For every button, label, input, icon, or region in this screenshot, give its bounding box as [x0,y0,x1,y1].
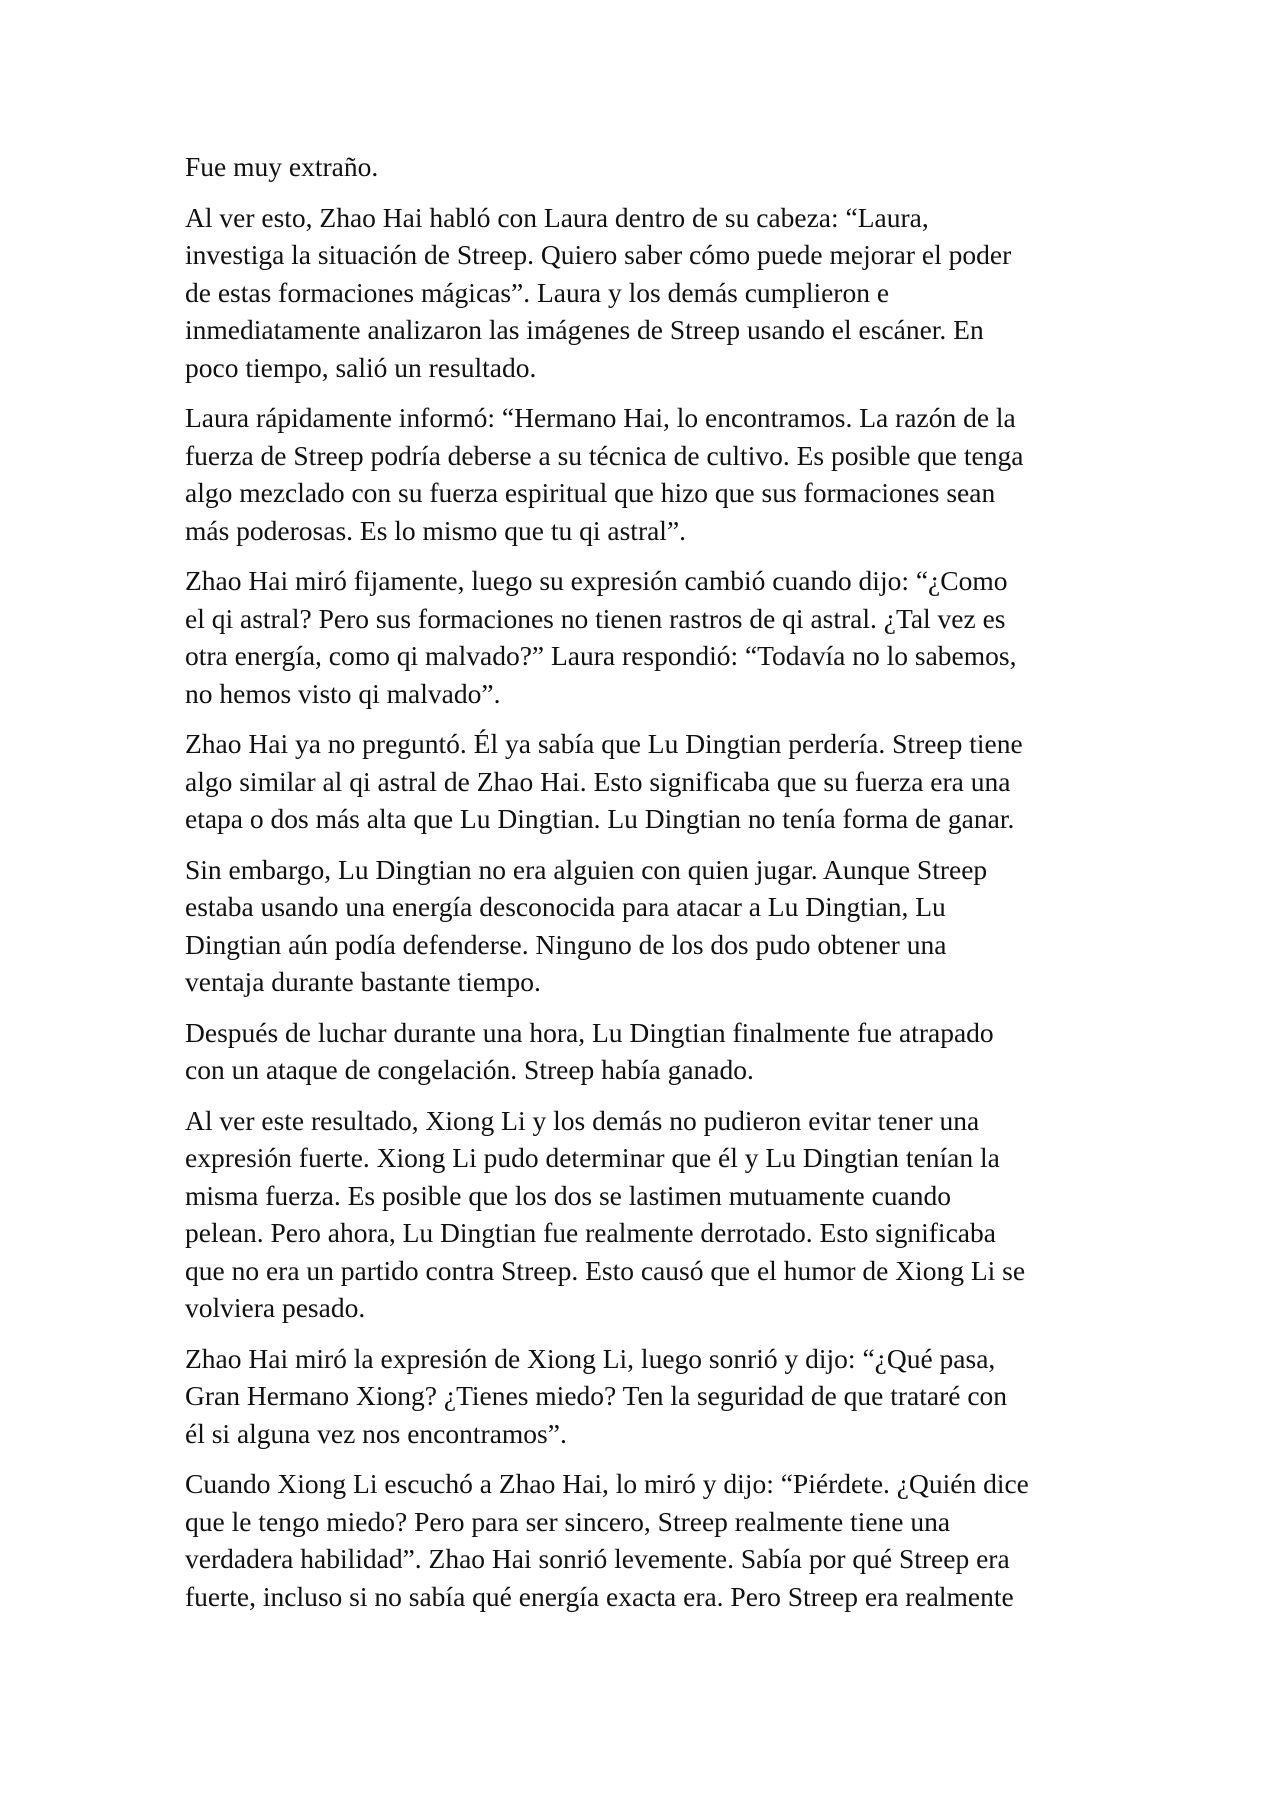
paragraph [185,1465,1125,1615]
text-line: algo mezclado con su fuerza espiritual que hizo que sus formaciones sean [185,477,996,508]
paragraph [185,725,1125,838]
text-line: Fue muy extraño. [185,151,379,182]
paragraph [185,148,1125,186]
text-line: pelean. Pero ahora, Lu Dingtian fue realmente derrotado. Esto significaba [185,1217,996,1248]
paragraph [185,1014,1125,1089]
text-line: más poderosas. Es lo mismo que tu qi astral”. [185,514,687,546]
text-line: Sin embargo, Lu Dingtian no era alguien con quien jugar. Aunque Streep [185,853,988,885]
text-line: Al ver este resultado, Xiong Li y los demás no pudieron evitar tener una [185,1104,980,1136]
text-line: él si alguna vez nos encontramos”. [185,1417,567,1449]
text-line: fuerza de Streep podría deberse a su técnica de cultivo. Es posible que tenga [185,439,1024,471]
text-line: con un ataque de congelación. Streep había ganado. [185,1054,754,1085]
paragraph [185,199,1125,387]
text-line: expresión fuerte. Xiong Li pudo determinar que él y Lu Dingtian tenían la [185,1142,1000,1173]
text-line: investiga la situación de Streep. Quiero saber cómo puede mejorar el poder [185,239,1012,270]
text-line: que le tengo miedo? Pero para ser sincero, Streep realmente tiene una [185,1505,951,1537]
text-line: de estas formaciones mágicas”. Laura y los demás cumplieron e [185,276,890,308]
text-line: Zhao Hai miró fijamente, luego su expresión cambió cuando dijo: “¿Como [185,565,1008,596]
text-line: que no era un partido contra Streep. Esto causó que el humor de Xiong Li se [185,1254,1026,1286]
text-line: Zhao Hai ya no preguntó. Él ya sabía que Lu Dingtian perdería. Streep tiene [185,728,1023,759]
paragraph [185,1102,1125,1327]
paragraph [185,562,1125,712]
text-line: el qi astral? Pero sus formaciones no tienen rastros de qi astral. ¿Tal vez es [185,602,1006,634]
text-line: misma fuerza. Es posible que los dos se lastimen mutuamente cuando [185,1179,951,1211]
text-line: algo similar al qi astral de Zhao Hai. Esto significaba que su fuerza era una [185,765,1011,797]
text-line: Zhao Hai miró la expresión de Xiong Li, luego sonrió y dijo: “¿Qué pasa, [185,1342,996,1374]
text-line: Cuando Xiong Li escuchó a Zhao Hai, lo miró y dijo: “Piérdete. ¿Quién dice [185,1468,1029,1499]
paragraph [185,851,1125,1001]
text-line: Después de luchar durante una hora, Lu Dingtian finalmente fue atrapado [185,1016,994,1048]
text-line: Dingtian aún podía defenderse. Ninguno de los dos pudo obtener una [185,928,947,960]
text-line: Al ver esto, Zhao Hai habló con Laura dentro de su cabeza: “Laura, [185,201,929,233]
text-line: ventaja durante bastante tiempo. [185,966,541,997]
text-line: estaba usando una energía desconocida para atacar a Lu Dingtian, Lu [185,891,946,922]
paragraph [185,399,1125,549]
text-line: Gran Hermano Xiong? ¿Tienes miedo? Ten la seguridad de que trataré con [185,1380,1008,1411]
text-line: Laura rápidamente informó: “Hermano Hai, lo encontramos. La razón de la [185,402,1016,433]
text-line: etapa o dos más alta que Lu Dingtian. Lu Dingtian no tenía forma de ganar. [185,803,1015,834]
paragraph [185,1340,1125,1453]
document-body [185,148,1125,1628]
text-line: inmediatamente analizaron las imágenes de Streep usando el escáner. En [185,314,984,345]
text-line: poco tiempo, salió un resultado. [185,351,537,383]
text-line: fuerte, incluso si no sabía qué energía exacta era. Pero Streep era realmente [185,1580,1014,1612]
text-line: otra energía, como qi malvado?” Laura respondió: “Todavía no lo sabemos, [185,640,1017,671]
text-line: volviera pesado. [185,1292,366,1323]
text-line: verdadera habilidad”. Zhao Hai sonrió levemente. Sabía por qué Streep era [185,1543,1010,1574]
text-line: no hemos visto qi malvado”. [185,677,501,709]
